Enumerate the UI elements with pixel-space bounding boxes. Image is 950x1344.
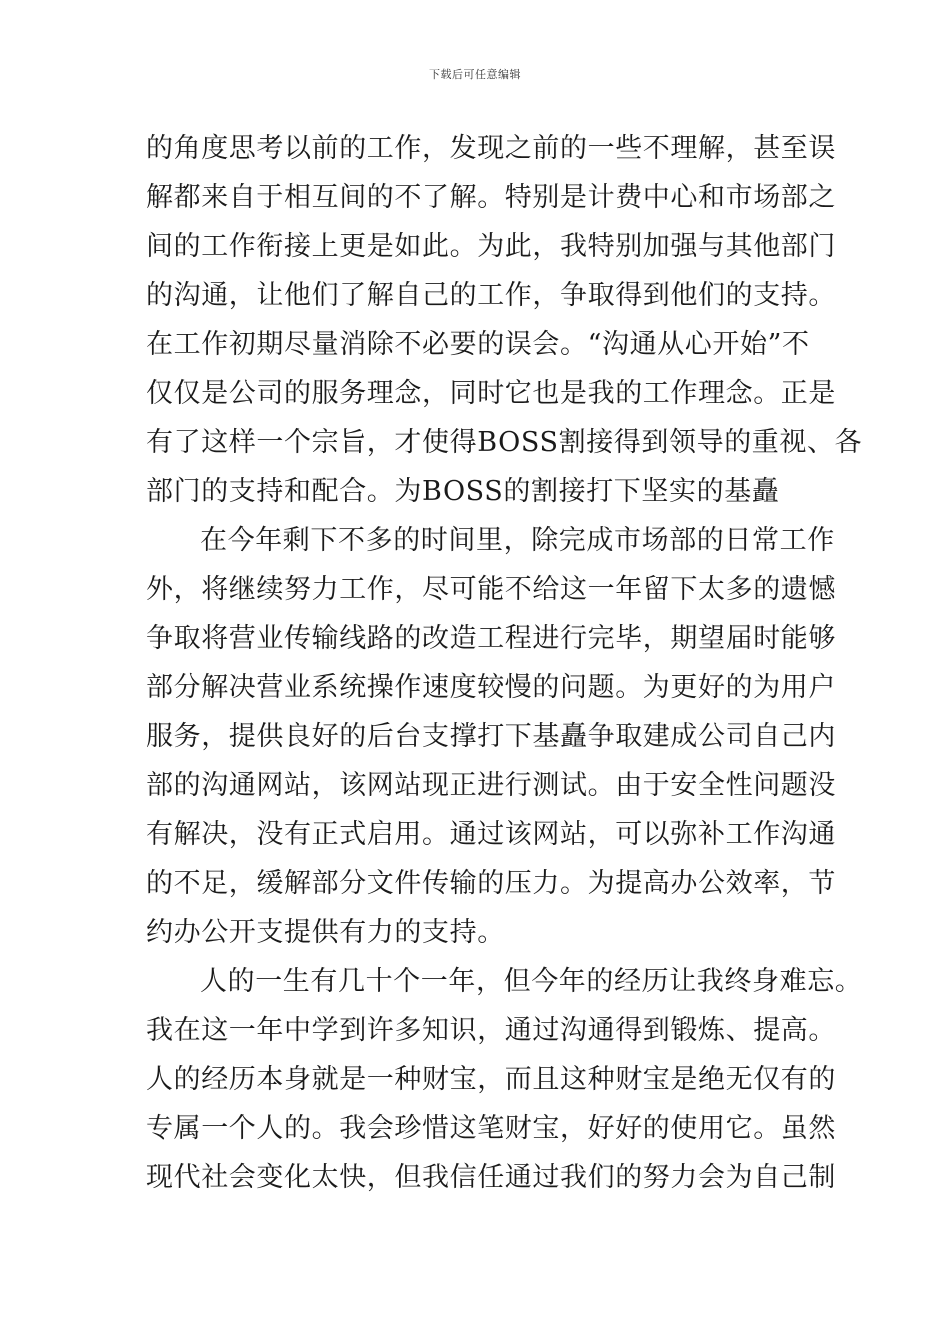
text-line: 的不足，缓解部分文件传输的压力。为提高办公效率，节 — [146, 868, 836, 899]
paragraph-first-line: 在今年剩下不多的时间里，除完成市场部的日常工作 — [200, 525, 835, 556]
text-line: 现代社会变化太快，但我信任通过我们的努力会为自己制 — [146, 1162, 836, 1193]
text-line: 间的工作衔接上更是如此。为此，我特别加强与其他部门 — [146, 231, 836, 262]
text-line: 约办公开支提供有力的支持。 — [146, 917, 505, 948]
text-line: 服务，提供良好的后台支撑打下基矗争取建成公司自己内 — [146, 721, 836, 752]
text-line: 有了这样一个宗旨，才使得BOSS割接得到领导的重视、各 — [146, 427, 863, 458]
text-line: 人的经历本身就是一种财宝，而且这种财宝是绝无仅有的 — [146, 1064, 836, 1095]
text-line: 的角度思考以前的工作，发现之前的一些不理解，甚至误 — [146, 133, 836, 164]
text-line: 专属一个人的。我会珍惜这笔财宝，好好的使用它。虽然 — [146, 1113, 836, 1144]
document-body — [146, 124, 863, 1202]
text-line: 外，将继续努力工作，尽可能不给这一年留下太多的遗憾 — [146, 574, 836, 605]
text-line: 部的沟通网站，该网站现正进行测试。由于安全性问题没 — [146, 770, 836, 801]
text-line: 争取将营业传输线路的改造工程进行完毕，期望届时能够 — [146, 623, 836, 654]
text-line: 有解决，没有正式启用。通过该网站，可以弥补工作沟通 — [146, 819, 836, 850]
text-line: 在工作初期尽量消除不必要的误会。“沟通从心开始”不 — [146, 329, 810, 360]
text-line: 我在这一年中学到许多知识，通过沟通得到锻炼、提高。 — [146, 1015, 836, 1046]
text-line: 部分解决营业系统操作速度较慢的问题。为更好的为用户 — [146, 672, 836, 703]
text-line: 部门的支持和配合。为BOSS的割接打下坚实的基矗 — [146, 476, 780, 507]
text-line: 解都来自于相互间的不了解。特别是计费中心和市场部之 — [146, 182, 836, 213]
text-line: 仅仅是公司的服务理念，同时它也是我的工作理念。正是 — [146, 378, 836, 409]
text-line: 的沟通，让他们了解自己的工作，争取得到他们的支持。 — [146, 280, 836, 311]
page-header: 下载后可任意编辑 — [429, 68, 521, 81]
paragraph-first-line: 人的一生有几十个一年，但今年的经历让我终身难忘。 — [200, 966, 863, 997]
